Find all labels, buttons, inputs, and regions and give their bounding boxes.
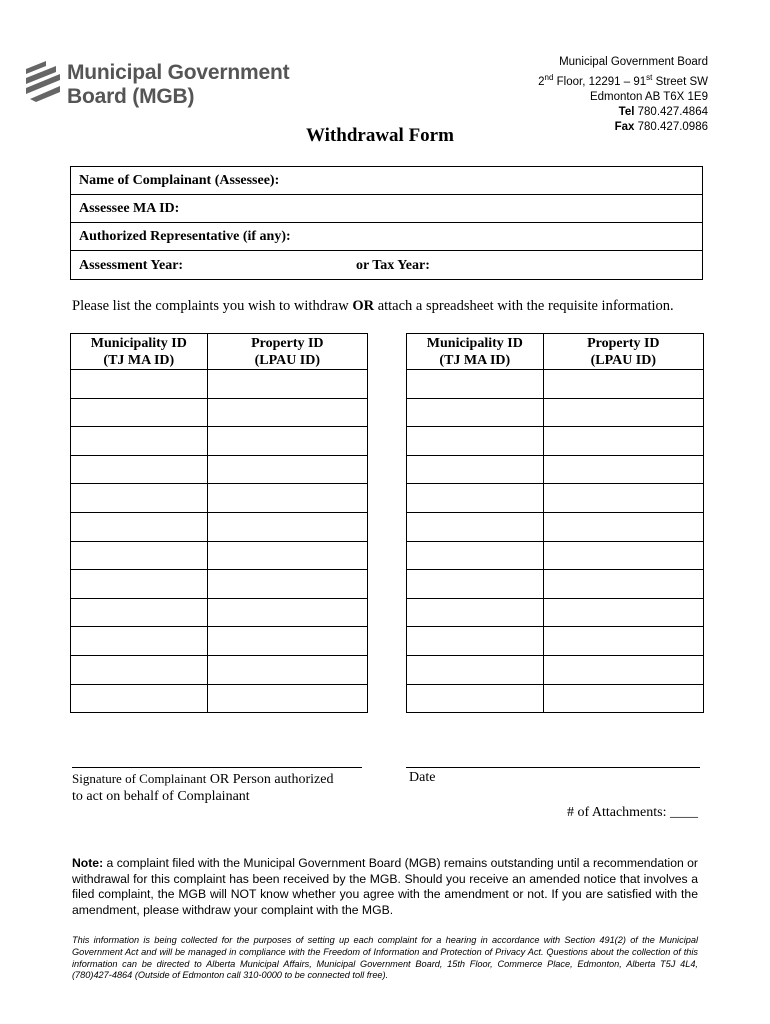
- municipality-id-cell[interactable]: [407, 570, 544, 599]
- table-row: [71, 455, 368, 484]
- table-row: [71, 684, 368, 713]
- property-id-cell[interactable]: [543, 398, 703, 427]
- representative-label: Authorized Representative (if any):: [79, 229, 291, 244]
- logo-line-1: Municipal Government: [67, 61, 290, 84]
- municipality-id-cell[interactable]: [71, 541, 208, 570]
- table-row: [407, 455, 704, 484]
- property-id-cell[interactable]: [207, 570, 367, 599]
- property-id-cell[interactable]: [543, 627, 703, 656]
- address-org: Municipal Government Board: [559, 56, 708, 68]
- table-row: [407, 655, 704, 684]
- municipality-id-cell[interactable]: [71, 598, 208, 627]
- date-line[interactable]: [406, 767, 700, 768]
- tax-year-label: or Tax Year:: [356, 258, 430, 273]
- ma-id-label: Assessee MA ID:: [79, 201, 180, 216]
- property-id-cell[interactable]: [543, 455, 703, 484]
- table-row: [71, 512, 368, 541]
- fax-label: Fax: [614, 120, 635, 133]
- address-tel: [538, 105, 708, 120]
- municipality-id-cell[interactable]: [407, 370, 544, 399]
- table-row: [407, 598, 704, 627]
- municipality-id-cell[interactable]: [407, 484, 544, 513]
- municipality-id-cell[interactable]: [71, 455, 208, 484]
- col2-line2: (LPAU ID): [254, 353, 321, 368]
- table-row: [71, 655, 368, 684]
- attachments-count[interactable]: # of Attachments: ____: [566, 805, 698, 820]
- signature-line[interactable]: [72, 767, 362, 768]
- table-row: [71, 484, 368, 513]
- instruction-or: OR: [352, 298, 375, 314]
- table-row: [407, 627, 704, 656]
- property-id-cell[interactable]: [543, 541, 703, 570]
- property-id-cell[interactable]: [207, 484, 367, 513]
- property-id-cell[interactable]: [207, 541, 367, 570]
- municipality-id-cell[interactable]: [71, 627, 208, 656]
- header-property-id: [543, 334, 703, 370]
- left-table-body: [71, 370, 368, 713]
- municipality-id-cell[interactable]: [407, 655, 544, 684]
- property-id-cell[interactable]: [207, 370, 367, 399]
- signature-label: [72, 770, 372, 805]
- note-label: Note:: [72, 856, 104, 870]
- privacy-statement: This information is being collected for the purposes of setting up each complaint for a hearing in accordance with Section 491(2) of the Municipal Government Act and will be managed in compliance with the Freedom of Information and Protection of Privacy Act. Questions about the collection of this information can be directed to Alberta Municipal Affairs, Municipal Government Board, 15th Floor, Commerce Place, Edmonton, Alberta T5J 4L4, (780)427-4864 (Outside of Edmonton call 310-0000 to be connected toll free).: [72, 935, 698, 981]
- col1-line1: Municipality ID: [426, 336, 523, 351]
- street-suffix: Street SW: [652, 75, 708, 88]
- municipality-id-cell[interactable]: [71, 370, 208, 399]
- property-id-cell[interactable]: [543, 655, 703, 684]
- note-text: a complaint filed with the Municipal Government Board (MGB) remains outstanding until a recommendation or withdrawal for this complaint has been received by the MGB. Should you receive an amended notice that involves a filed complaint, the MGB will NOT know whether you agree with the amendment or not. If you are satisfied with the amendment, please withdraw your complaint with the MGB.: [72, 856, 698, 917]
- municipality-id-cell[interactable]: [407, 398, 544, 427]
- property-id-cell[interactable]: [543, 370, 703, 399]
- table-row: [71, 427, 368, 456]
- property-id-cell[interactable]: [543, 512, 703, 541]
- property-id-cell[interactable]: [543, 598, 703, 627]
- table-row: [71, 570, 368, 599]
- complainant-info-box: [70, 166, 703, 280]
- instruction-pre: Please list the complaints you wish to withdraw: [72, 298, 353, 314]
- tel-number: 780.427.4864: [637, 105, 708, 118]
- property-id-cell[interactable]: [543, 484, 703, 513]
- right-table-body: [407, 370, 704, 713]
- logo-line-2: Board (MGB): [67, 85, 195, 108]
- table-row: [71, 398, 368, 427]
- table-row: [407, 398, 704, 427]
- col2-line2: (LPAU ID): [590, 353, 657, 368]
- table-row: [407, 370, 704, 399]
- street-number: Floor, 12291 – 91: [553, 75, 647, 88]
- floor-number: 2: [538, 75, 545, 88]
- col1-line1: Municipality ID: [90, 336, 187, 351]
- complainant-label: Name of Complainant (Assessee):: [79, 173, 280, 188]
- municipality-id-cell[interactable]: [407, 427, 544, 456]
- municipality-id-cell[interactable]: [407, 598, 544, 627]
- date-label: Date: [409, 770, 436, 785]
- municipality-id-cell[interactable]: [407, 512, 544, 541]
- field-authorized-representative[interactable]: [71, 223, 702, 251]
- property-id-cell[interactable]: [207, 627, 367, 656]
- municipality-id-cell[interactable]: [71, 570, 208, 599]
- property-id-cell[interactable]: [207, 398, 367, 427]
- header-property-id: [207, 334, 367, 370]
- municipality-id-cell[interactable]: [407, 541, 544, 570]
- property-id-cell[interactable]: [207, 655, 367, 684]
- floor-ordinal: nd: [544, 73, 554, 82]
- property-id-cell[interactable]: [207, 684, 367, 713]
- col2-line1: Property ID: [587, 336, 660, 351]
- logo-wordmark: [67, 61, 289, 109]
- note-paragraph: [72, 856, 698, 918]
- mgb-logo-mark-icon: [26, 61, 60, 105]
- table-row: [71, 370, 368, 399]
- table-row: [407, 484, 704, 513]
- municipality-id-cell[interactable]: [71, 427, 208, 456]
- municipality-id-cell[interactable]: [71, 484, 208, 513]
- property-id-cell[interactable]: [543, 570, 703, 599]
- property-id-cell[interactable]: [207, 598, 367, 627]
- table-row: [71, 598, 368, 627]
- form-title: Withdrawal Form: [306, 125, 454, 146]
- mgb-logo: [26, 61, 290, 109]
- table-row: [71, 627, 368, 656]
- tel-label: Tel: [618, 105, 635, 118]
- instruction-text: [72, 298, 674, 315]
- property-id-cell[interactable]: [207, 455, 367, 484]
- address-street: [538, 70, 708, 90]
- municipality-id-cell[interactable]: [71, 684, 208, 713]
- address-city: Edmonton AB T6X 1E9: [589, 90, 708, 103]
- table-row: [407, 570, 704, 599]
- municipality-id-cell[interactable]: [407, 455, 544, 484]
- signature-label-rest: OR Person authorized: [206, 772, 334, 787]
- assessment-year-label: Assessment Year:: [79, 258, 184, 273]
- signature-label-line2: to act on behalf of Complainant: [72, 789, 250, 804]
- field-assessee-ma-id[interactable]: [71, 195, 702, 223]
- instruction-post: attach a spreadsheet with the requisite information.: [374, 298, 674, 314]
- table-row: [407, 512, 704, 541]
- signature-label-small: Signature of Complainant: [72, 771, 207, 786]
- municipality-id-cell[interactable]: [407, 684, 544, 713]
- municipality-id-cell[interactable]: [71, 398, 208, 427]
- address-fax: [538, 120, 708, 135]
- street-ordinal: st: [646, 73, 653, 82]
- property-id-cell[interactable]: [543, 427, 703, 456]
- complaints-table-left: [70, 333, 368, 713]
- municipality-id-cell[interactable]: [71, 512, 208, 541]
- complaints-table-right: [406, 333, 704, 713]
- table-row: [407, 541, 704, 570]
- property-id-cell[interactable]: [543, 684, 703, 713]
- field-assessment-year[interactable]: [71, 252, 702, 280]
- table-row: [407, 684, 704, 713]
- col2-line1: Property ID: [251, 336, 324, 351]
- municipality-id-cell[interactable]: [407, 627, 544, 656]
- header-municipality-id: [407, 334, 544, 370]
- table-row: [407, 427, 704, 456]
- col1-line2: (TJ MA ID): [103, 353, 175, 368]
- fax-number: 780.427.0986: [637, 120, 708, 133]
- col1-line2: (TJ MA ID): [439, 353, 511, 368]
- address-block: [538, 55, 708, 135]
- header-municipality-id: [71, 334, 208, 370]
- property-id-cell[interactable]: [207, 427, 367, 456]
- municipality-id-cell[interactable]: [71, 655, 208, 684]
- field-complainant-name[interactable]: [71, 167, 702, 195]
- property-id-cell[interactable]: [207, 512, 367, 541]
- table-row: [71, 541, 368, 570]
